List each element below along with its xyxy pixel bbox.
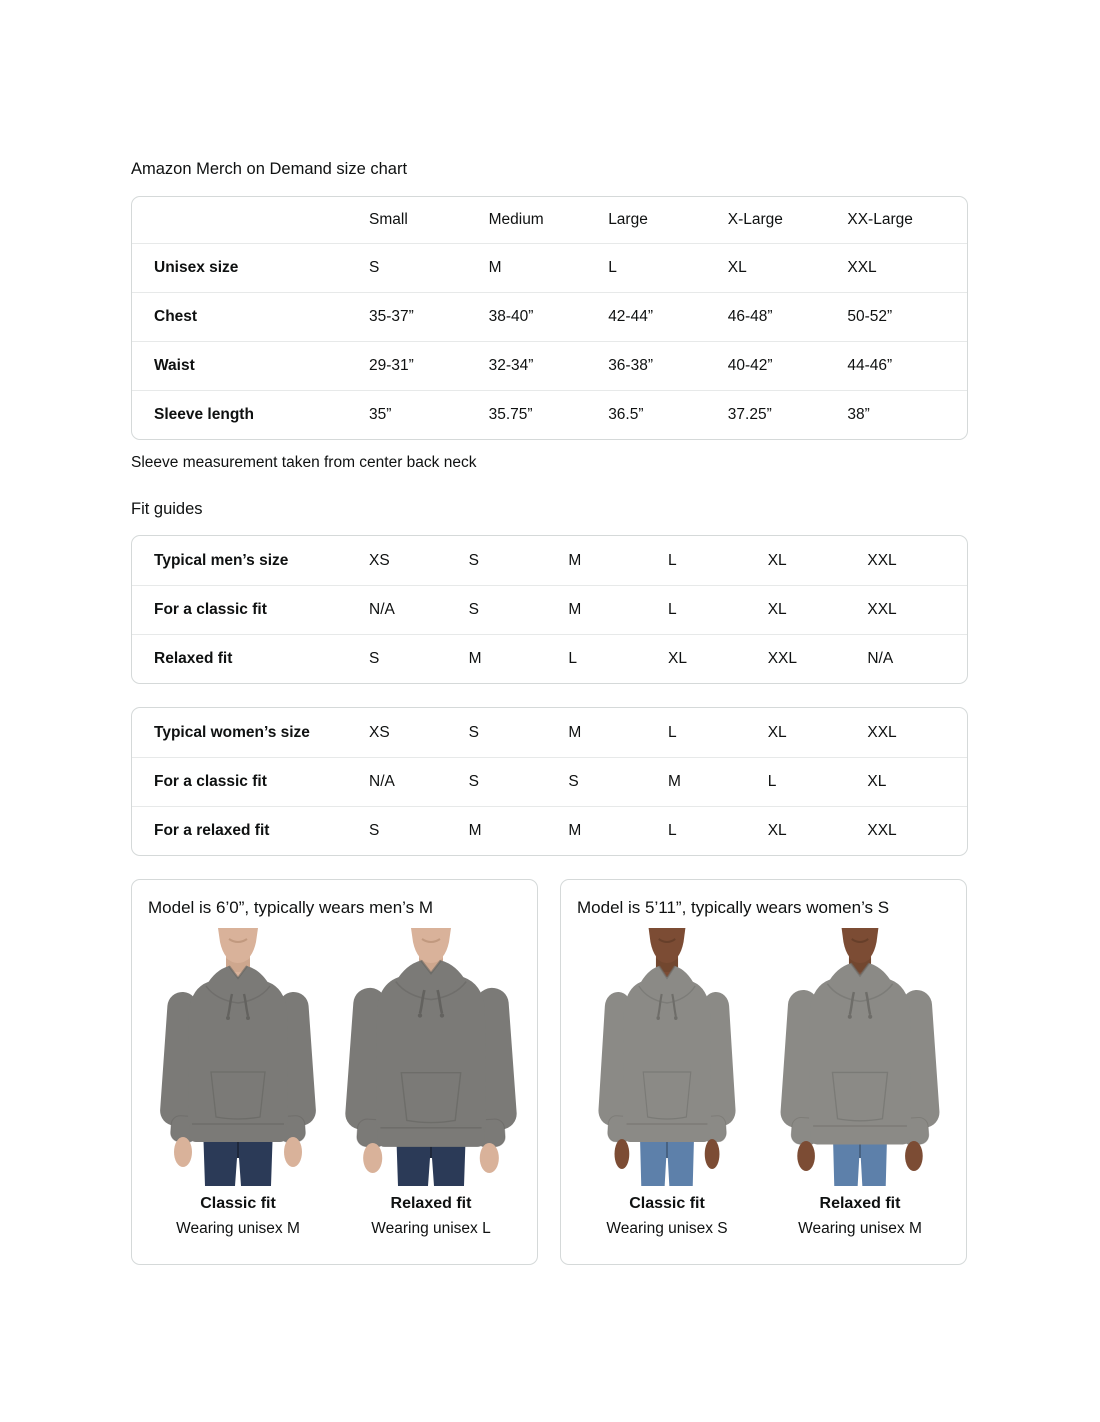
row-label: Sleeve length: [154, 406, 254, 423]
column-header-xx-large: XX-Large: [847, 211, 913, 228]
fit-value: M: [568, 723, 582, 741]
figure-relaxed-fit: [341, 928, 521, 1238]
fit-guides-heading: Fit guides: [131, 500, 203, 518]
fit-value: XXL: [867, 723, 897, 741]
figures-row: [577, 928, 950, 1238]
measurement-value: 35.75”: [488, 406, 533, 423]
fit-value: M: [468, 650, 482, 667]
row-label: Chest: [154, 308, 198, 325]
fit-value: S: [369, 822, 380, 839]
fit-value: XL: [767, 601, 787, 618]
fit-value: XXL: [867, 822, 897, 839]
table-row-womens-relaxed-fit: [132, 806, 967, 855]
fit-value: L: [568, 650, 577, 667]
wearing-label: Wearing unisex M: [798, 1220, 922, 1237]
fit-value: M: [568, 601, 582, 618]
fit-value: XXL: [867, 551, 897, 569]
model-card-title: Model is 6’0”, typically wears men’s M: [148, 898, 433, 917]
fit-value: N/A: [369, 773, 395, 790]
male-model-relaxed-fit-hoodie-photo: [341, 928, 521, 1186]
measurement-value: 36-38”: [608, 357, 653, 374]
fit-value: S: [468, 773, 480, 790]
column-header-small: Small: [369, 211, 408, 228]
fit-value: M: [568, 822, 582, 839]
fit-value: XL: [767, 822, 787, 839]
womens-fit-guide-table: [131, 707, 968, 856]
gray-hoodie: [159, 966, 317, 1143]
fit-value: XXL: [867, 601, 897, 618]
gray-hoodie: [780, 963, 941, 1145]
size-value: S: [369, 259, 380, 276]
measurement-value: 50-52”: [847, 308, 893, 325]
fit-label: Relaxed fit: [390, 1195, 472, 1212]
fit-value: L: [668, 551, 677, 569]
column-header-x-large: X-Large: [727, 211, 783, 228]
fit-value: N/A: [369, 601, 395, 618]
measurement-value: 36.5”: [608, 406, 644, 423]
fit-value: S: [468, 723, 480, 741]
fit-value: M: [668, 773, 681, 790]
table-row-womens-classic-fit: [132, 757, 967, 806]
measurement-value: 35”: [369, 406, 392, 423]
fit-value: XL: [767, 551, 787, 569]
row-label: For a classic fit: [154, 773, 267, 790]
table-row-typical-womens-size: [132, 708, 967, 757]
fit-label: Classic fit: [629, 1195, 705, 1212]
fit-value: L: [668, 822, 677, 839]
size-value: XXL: [847, 259, 877, 276]
fit-value: XL: [867, 773, 887, 790]
column-header-medium: Medium: [488, 211, 544, 228]
measurement-value: 38-40”: [488, 308, 534, 325]
size-chart-page: [131, 160, 968, 1265]
row-label: Typical women’s size: [154, 723, 310, 741]
figure-classic-fit: [148, 928, 328, 1238]
fit-value: N/A: [867, 650, 894, 667]
fit-value: L: [668, 601, 677, 618]
size-value: M: [488, 259, 502, 276]
figures-row: [148, 928, 521, 1238]
table-row-waist: [132, 341, 967, 390]
fit-label: Relaxed fit: [819, 1195, 901, 1212]
mens-fit-guide-table: [131, 535, 968, 684]
female-model-classic-fit-hoodie-photo: [577, 928, 757, 1186]
row-label: Unisex size: [154, 259, 239, 276]
fit-value: S: [568, 773, 579, 790]
wearing-label: Wearing unisex M: [176, 1220, 300, 1237]
wearing-label: Wearing unisex S: [606, 1220, 728, 1237]
fit-value: XS: [369, 723, 390, 741]
row-label: Waist: [154, 357, 195, 374]
table-row-mens-relaxed-fit: [132, 634, 967, 683]
figure-relaxed-fit: [770, 928, 950, 1238]
table-row-mens-classic-fit: [132, 585, 967, 634]
gray-hoodie: [344, 960, 518, 1147]
measurement-value: 38”: [847, 406, 870, 423]
page-title: Amazon Merch on Demand size chart: [131, 160, 408, 178]
measurement-value: 32-34”: [488, 357, 534, 374]
column-header-large: Large: [608, 211, 648, 228]
table-row-unisex-size: [132, 243, 967, 292]
male-model-classic-fit-hoodie-photo: [148, 928, 328, 1186]
measurement-value: 40-42”: [727, 357, 773, 374]
fit-value: L: [767, 773, 777, 790]
fit-value: XL: [668, 650, 687, 667]
sleeve-measurement-note: Sleeve measurement taken from center back neck: [131, 454, 477, 471]
womens-model-card: [560, 879, 967, 1265]
measurement-value: 35-37”: [369, 308, 414, 325]
mens-model-card: [131, 879, 538, 1265]
row-label: For a relaxed fit: [154, 822, 270, 839]
table-row-sleeve-length: [132, 390, 967, 439]
measurement-value: 37.25”: [727, 406, 772, 423]
fit-value: S: [468, 551, 480, 569]
measurement-value: 42-44”: [608, 308, 653, 325]
table-row-typical-mens-size: [132, 536, 967, 585]
size-chart-header-row: [132, 197, 967, 243]
fit-value: XL: [767, 723, 787, 741]
size-chart-table: [131, 196, 968, 440]
size-value: XL: [727, 259, 747, 276]
measurement-value: 29-31”: [369, 357, 414, 374]
model-cards-row: [131, 879, 968, 1265]
model-card-title: Model is 5’11”, typically wears women’s S: [577, 898, 890, 917]
fit-value: S: [369, 650, 380, 667]
fit-label: Classic fit: [200, 1195, 276, 1212]
row-label: Relaxed fit: [154, 650, 233, 667]
fit-value: M: [468, 822, 482, 839]
female-model-relaxed-fit-hoodie-photo: [770, 928, 950, 1186]
fit-value: L: [668, 723, 677, 741]
fit-value: S: [468, 601, 480, 618]
figure-classic-fit: [577, 928, 757, 1238]
fit-value: XS: [369, 551, 390, 569]
fit-value: M: [568, 551, 582, 569]
table-row-chest: [132, 292, 967, 341]
row-label: For a classic fit: [154, 601, 267, 618]
wearing-label: Wearing unisex L: [371, 1220, 491, 1237]
fit-value: XXL: [767, 650, 797, 667]
size-value: L: [608, 259, 617, 276]
row-label: Typical men’s size: [154, 551, 289, 569]
measurement-value: 46-48”: [727, 308, 773, 325]
gray-hoodie: [598, 966, 737, 1143]
measurement-value: 44-46”: [847, 357, 893, 374]
